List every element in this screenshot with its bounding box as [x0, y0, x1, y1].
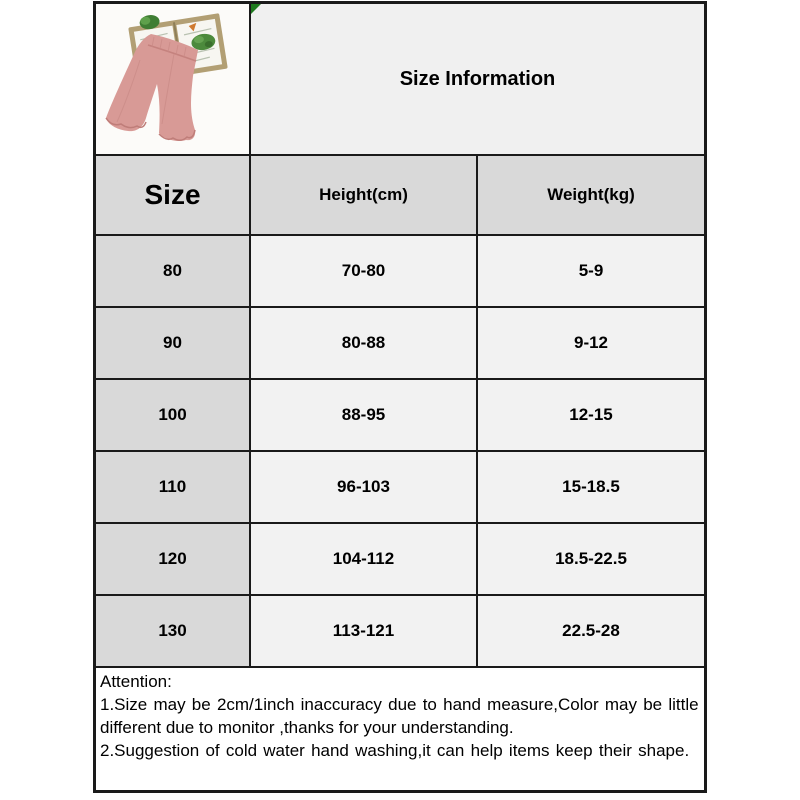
weight-value: 18.5-22.5 [478, 524, 704, 594]
column-header-height: Height(cm) [251, 156, 476, 234]
weight-value: 9-12 [478, 308, 704, 378]
height-value: 104-112 [251, 524, 476, 594]
size-value: 120 [96, 524, 249, 594]
weight-value: 15-18.5 [478, 452, 704, 522]
table-row [96, 452, 704, 522]
weight-value: 22.5-28 [478, 596, 704, 666]
height-value: 96-103 [251, 452, 476, 522]
size-value: 110 [96, 452, 249, 522]
size-value: 80 [96, 236, 249, 306]
cell-flag-icon [251, 4, 261, 14]
product-photo-illustration [96, 4, 249, 154]
size-information-title: Size Information [399, 67, 556, 90]
table-header-row [96, 156, 704, 234]
table-row [96, 308, 704, 378]
top-row [96, 4, 704, 154]
size-value: 100 [96, 380, 249, 450]
attention-line: different due to monitor ,thanks for your understanding. [100, 718, 514, 737]
height-value: 80-88 [251, 308, 476, 378]
product-photo [96, 4, 249, 154]
height-value: 70-80 [251, 236, 476, 306]
weight-value: 5-9 [478, 236, 704, 306]
weight-value: 12-15 [478, 380, 704, 450]
size-information-title-cell [251, 4, 704, 154]
table-row [96, 236, 704, 306]
table-row [96, 524, 704, 594]
table-row [96, 596, 704, 666]
size-chart-sheet [93, 1, 707, 793]
table-row [96, 380, 704, 450]
attention-heading: Attention: [100, 672, 172, 691]
attention-line: 1.Size may be 2cm/1inch inaccuracy due to hand measure,Color may be little [100, 695, 699, 714]
height-value: 113-121 [251, 596, 476, 666]
size-value: 90 [96, 308, 249, 378]
height-value: 88-95 [251, 380, 476, 450]
attention-line: 2.Suggestion of cold water hand washing,it can help items keep their shape. [100, 741, 690, 760]
column-header-weight: Weight(kg) [478, 156, 704, 234]
attention-note [96, 668, 704, 790]
size-value: 130 [96, 596, 249, 666]
column-header-size: Size [96, 156, 249, 234]
